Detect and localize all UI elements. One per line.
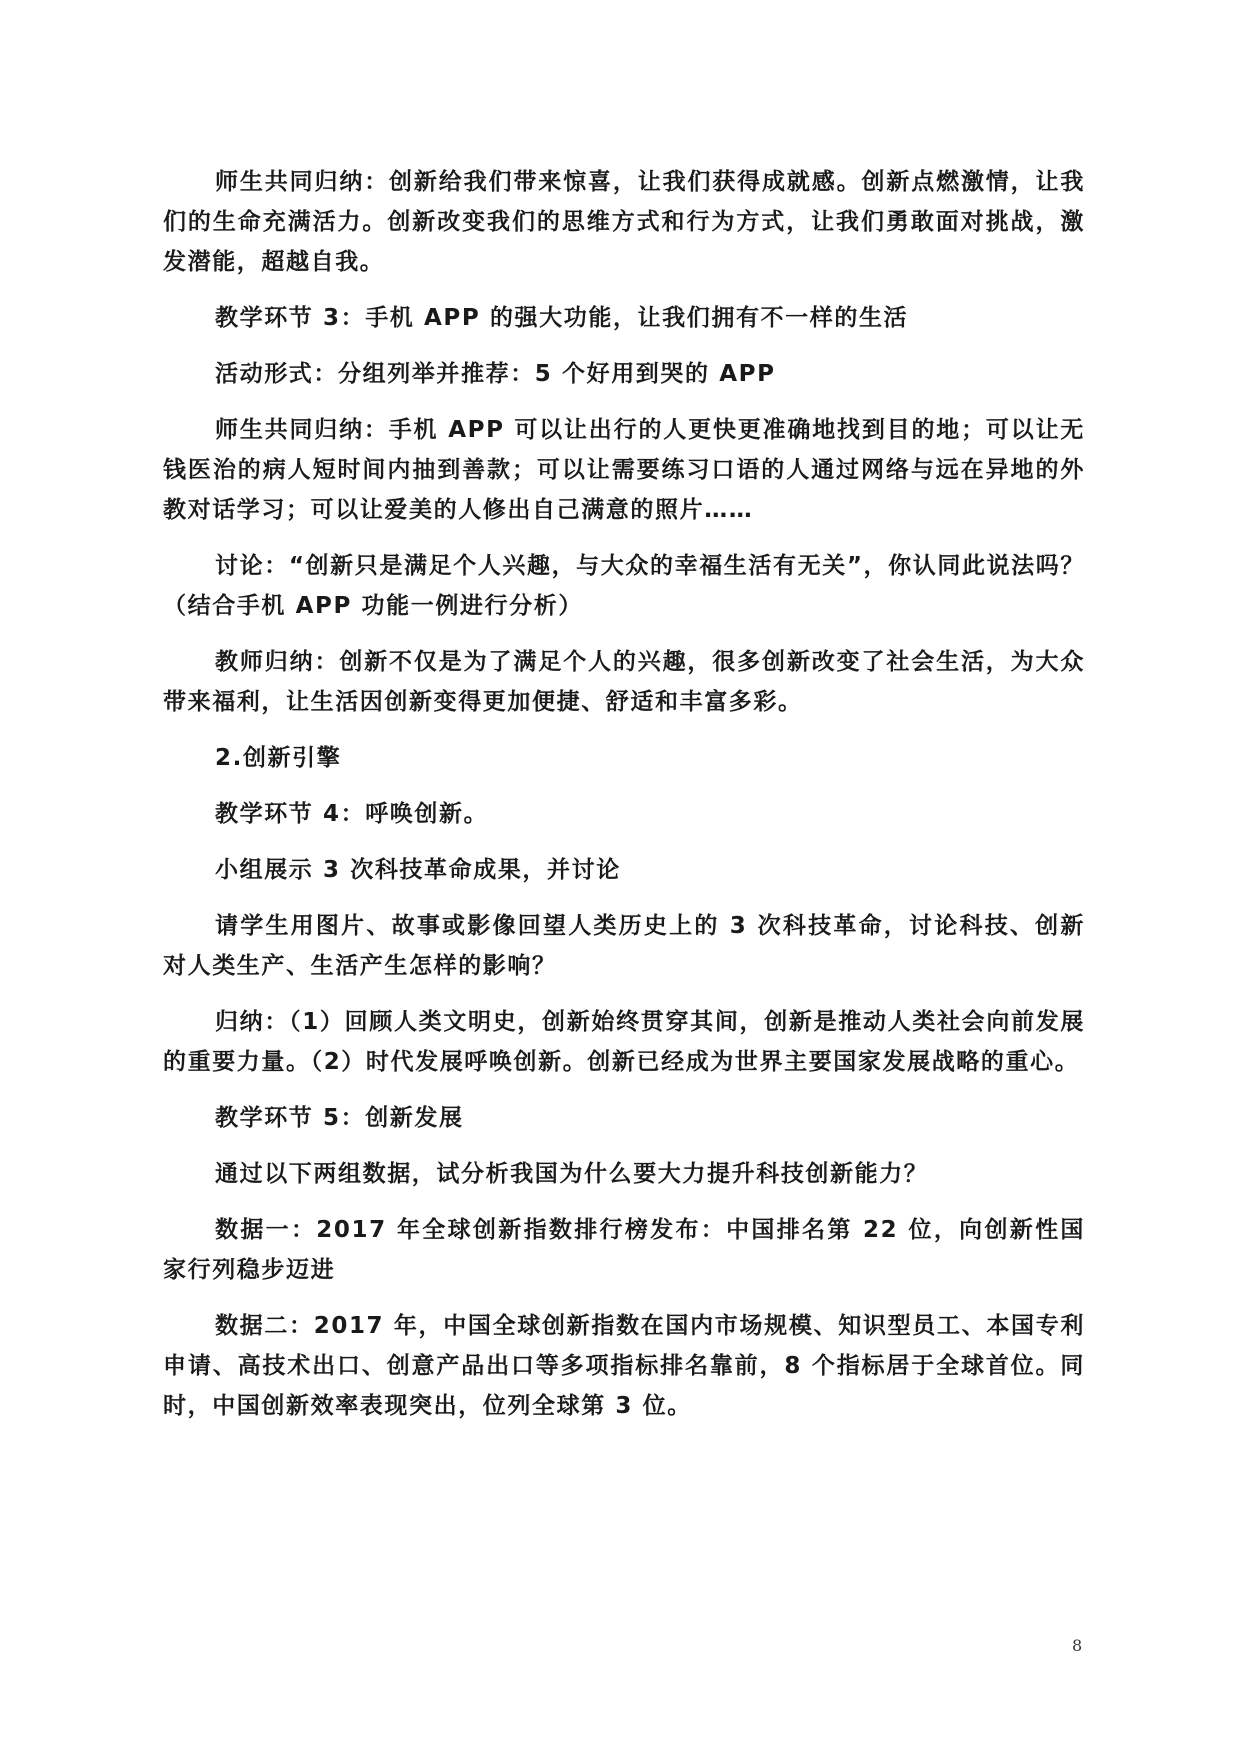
paragraph-summary-app-functions: 师生共同归纳：手机 APP 可以让出行的人更快更准确地找到目的地；可以让无钱医治的病人短时间内抽到善款；可以让需要练习口语的人通过网络与远在异地的外教对话学习；可以让爱美的人修出自己满意的照片……: [163, 417, 1085, 523]
paragraph-group-presentation: 小组展示 3 次科技革命成果，并讨论: [215, 857, 621, 883]
paragraph-summary-tech-revolutions: 归纳：（1）回顾人类文明史，创新始终贯穿其间，创新是推动人类社会向前发展的重要力量。（2）时代发展呼唤创新。创新已经成为世界主要国家发展战略的重心。: [163, 1009, 1085, 1075]
paragraph-summary-innovation-benefits: 师生共同归纳：创新给我们带来惊喜，让我们获得成就感。创新点燃激情，让我们的生命充满活力。创新改变我们的思维方式和行为方式，让我们勇敢面对挑战，激发潜能，超越自我。: [163, 169, 1085, 275]
paragraph-discussion: 讨论：“创新只是满足个人兴趣，与大众的幸福生活有无关”，你认同此说法吗？（结合手机 APP 功能一例进行分析）: [163, 553, 1085, 619]
paragraph-analysis-question: 通过以下两组数据，试分析我国为什么要大力提升科技创新能力？: [215, 1161, 929, 1187]
paragraph-teaching-step-5: 教学环节 5：创新发展: [215, 1105, 464, 1131]
paragraph-teacher-summary: 教师归纳：创新不仅是为了满足个人的兴趣，很多创新改变了社会生活，为大众带来福利，让生活因创新变得更加便捷、舒适和丰富多彩。: [163, 649, 1085, 715]
paragraph-activity-form: 活动形式：分组列举并推荐：5 个好用到哭的 APP: [215, 361, 776, 387]
paragraph-data-one: 数据一：2017 年全球创新指数排行榜发布：中国排名第 22 位，向创新性国家行列稳步迈进: [163, 1217, 1085, 1283]
paragraph-student-task: 请学生用图片、故事或影像回望人类历史上的 3 次科技革命，讨论科技、创新对人类生产、生活产生怎样的影响？: [163, 913, 1085, 979]
page-number: 8: [1072, 1636, 1083, 1655]
section-heading-innovation-engine: 2.创新引擎: [215, 745, 342, 771]
paragraph-data-two: 数据二：2017 年，中国全球创新指数在国内市场规模、知识型员工、本国专利申请、高技术出口、创意产品出口等多项指标排名靠前，8 个指标居于全球首位。同时，中国创新效率表现突出，位列全球第 3 位。: [163, 1313, 1085, 1419]
paragraph-teaching-step-4: 教学环节 4：呼唤创新。: [215, 801, 489, 827]
document-body: [163, 162, 1085, 1426]
paragraph-teaching-step-3: 教学环节 3：手机 APP 的强大功能，让我们拥有不一样的生活: [215, 305, 909, 331]
